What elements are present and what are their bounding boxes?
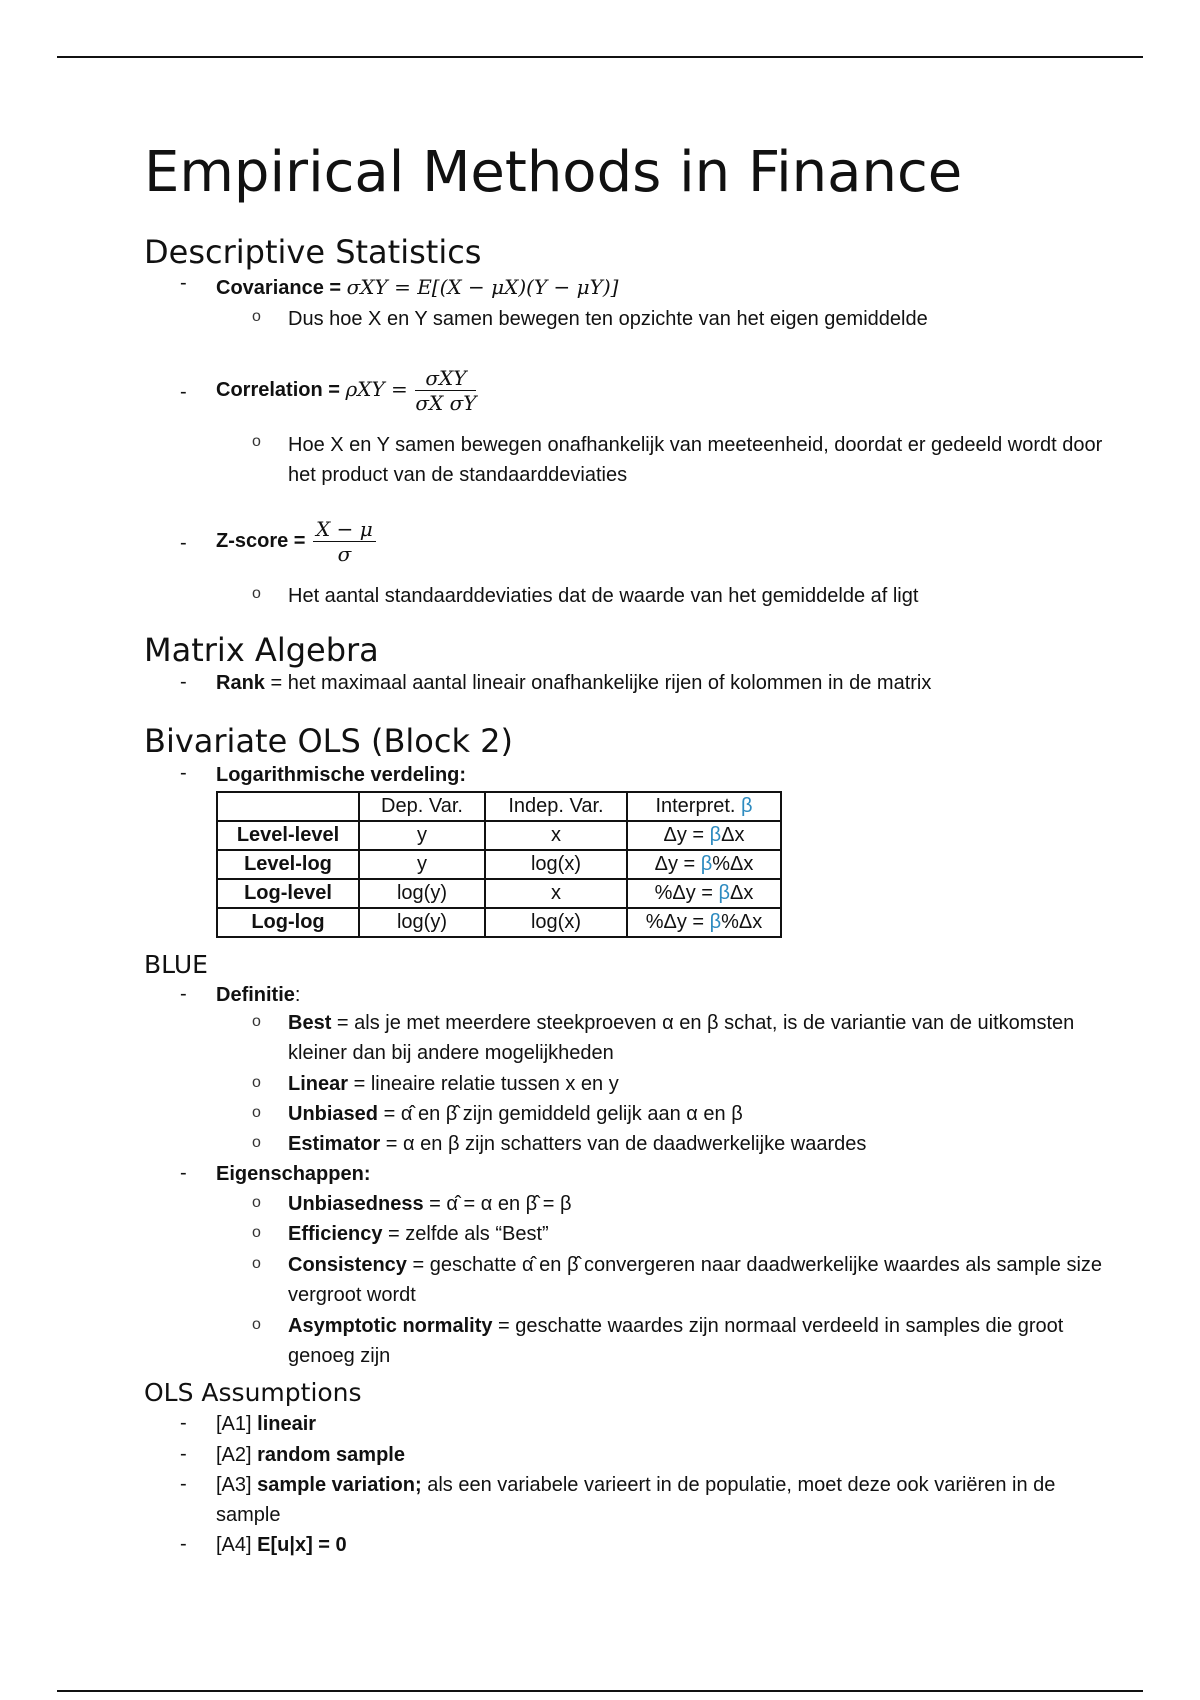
table-header-row xyxy=(217,792,781,821)
a2-text: random sample xyxy=(257,1444,405,1466)
consistency-label: Consistency xyxy=(288,1254,407,1276)
row-name: Level-log xyxy=(217,850,359,879)
heading-matrix-algebra: Matrix Algebra xyxy=(144,631,379,669)
beta-symbol: β xyxy=(709,824,722,846)
efficiency-label: Efficiency xyxy=(288,1223,383,1245)
asymptotic-text: = geschatte waardes zijn normaal verdeeld in samples die groot genoeg zijn xyxy=(288,1315,1064,1367)
bullet-circle: o xyxy=(252,1104,261,1121)
interpret-post: Δx xyxy=(721,824,745,846)
unbiased-text: = α̂ en β̂ zijn gemiddeld gelijk aan α en β xyxy=(378,1103,743,1125)
table-header-cell: Dep. Var. xyxy=(359,792,485,821)
correlation-eq: = xyxy=(322,378,346,401)
bullet-dash: - xyxy=(180,272,187,294)
bullet-circle: o xyxy=(252,308,261,325)
zscore-denominator: σ xyxy=(337,542,352,566)
indep-var-cell: log(x) xyxy=(485,850,627,879)
interpret-post: Δx xyxy=(730,882,754,904)
beta-symbol: β xyxy=(700,853,713,875)
row-name: Log-log xyxy=(217,908,359,937)
bullet-circle: o xyxy=(252,1134,261,1151)
zscore-item xyxy=(216,517,1116,566)
indep-var-cell: x xyxy=(485,821,627,850)
a3-bold: sample variation; xyxy=(257,1474,422,1496)
covariance-formula: σXY = E[(X − μX)(Y − μY)] xyxy=(346,275,619,299)
bullet-circle: o xyxy=(252,1013,261,1030)
bullet-circle: o xyxy=(252,1074,261,1091)
correlation-item xyxy=(216,366,1116,415)
dep-var-cell: y xyxy=(359,850,485,879)
bullet-circle: o xyxy=(252,1224,261,1241)
unbiasedness-label: Unbiasedness xyxy=(288,1193,424,1215)
table-header-cell xyxy=(217,792,359,821)
heading-blue: BLUE xyxy=(144,950,208,979)
a3-text: als een variabele varieert in de populatie, moet deze ook variëren in de sample xyxy=(216,1474,1056,1526)
a4-text: E[u|x] = 0 xyxy=(257,1534,347,1556)
covariance-item xyxy=(216,272,1116,303)
bottom-rule xyxy=(57,1690,1143,1692)
correlation-fraction xyxy=(415,366,476,415)
covariance-note: Dus hoe X en Y samen bewegen ten opzichte van het eigen gemiddelde xyxy=(288,308,928,330)
table-row xyxy=(217,850,781,879)
unbiased-label: Unbiased xyxy=(288,1103,379,1125)
heading-descriptive-statistics: Descriptive Statistics xyxy=(144,233,482,271)
a1-tag: [A1] xyxy=(216,1413,258,1435)
interpret-post: %Δx xyxy=(712,853,754,875)
correlation-numerator: σXY xyxy=(415,366,476,391)
interpret-cell xyxy=(627,821,781,850)
bullet-dash: - xyxy=(180,762,187,784)
interpret-post: %Δx xyxy=(721,911,763,933)
unbiased-item xyxy=(288,1099,1108,1129)
dep-var-cell: y xyxy=(359,821,485,850)
rank-label: Rank xyxy=(216,672,265,694)
bullet-dash: - xyxy=(180,671,187,693)
asymptotic-label: Asymptotic normality xyxy=(288,1315,493,1337)
bullet-dash: - xyxy=(180,1443,187,1465)
rank-text: = het maximaal aantal lineair onafhankelijke rijen of kolommen in de matrix xyxy=(264,672,932,694)
beta-symbol: β xyxy=(741,795,753,817)
a4-tag: [A4] xyxy=(216,1534,258,1556)
heading-ols-assumptions: OLS Assumptions xyxy=(144,1378,362,1407)
dep-var-cell: log(y) xyxy=(359,908,485,937)
interpret-cell xyxy=(627,850,781,879)
estimator-label: Estimator xyxy=(288,1133,381,1155)
interpret-cell xyxy=(627,879,781,908)
correlation-label: Correlation xyxy=(216,378,323,401)
dep-var-cell: log(y) xyxy=(359,879,485,908)
log-distribution-label xyxy=(216,760,1116,790)
interpret-pre: Δy = xyxy=(654,853,701,875)
beta-symbol: β xyxy=(718,882,731,904)
covariance-label: Covariance xyxy=(216,277,324,299)
definitie-label: Definitie xyxy=(216,984,295,1006)
zscore-numerator: X − μ xyxy=(313,517,376,542)
bullet-circle: o xyxy=(252,585,261,602)
definitie-item xyxy=(216,980,1116,1010)
table-header-cell: Indep. Var. xyxy=(485,792,627,821)
table-row xyxy=(217,821,781,850)
zscore-note: Het aantal standaarddeviaties dat de waarde van het gemiddelde af ligt xyxy=(288,585,919,607)
zscore-label: Z-score xyxy=(216,529,289,552)
bullet-dash: - xyxy=(180,1162,187,1184)
indep-var-cell: x xyxy=(485,879,627,908)
a2-tag: [A2] xyxy=(216,1444,258,1466)
rank-item xyxy=(216,668,1116,698)
bullet-dash: - xyxy=(180,1533,187,1555)
asymptotic-item xyxy=(288,1311,1108,1371)
linear-label: Linear xyxy=(288,1073,349,1095)
best-text: = als je met meerdere steekproeven α en β schat, is de variantie van de uitkomsten kleiner dan bij andere mogelijkheden xyxy=(288,1012,1075,1064)
zscore-eq: = xyxy=(288,529,312,552)
interpret-pre: Δy = xyxy=(663,824,710,846)
heading-bivariate-ols: Bivariate OLS (Block 2) xyxy=(144,722,513,760)
efficiency-item xyxy=(288,1219,1108,1249)
interpret-label: Interpret. xyxy=(655,795,742,817)
table-row xyxy=(217,879,781,908)
definitie-colon: : xyxy=(294,984,301,1006)
unbiasedness-text: = α̂ = α en β̂ = β xyxy=(423,1193,572,1215)
zscore-fraction xyxy=(313,517,376,566)
unbiasedness-item xyxy=(288,1189,1108,1219)
linear-item xyxy=(288,1069,1108,1099)
bullet-circle: o xyxy=(252,433,261,450)
table-header-cell xyxy=(627,792,781,821)
log-distribution-text: Logarithmische verdeling: xyxy=(216,764,467,786)
assumption-a2 xyxy=(216,1440,1116,1470)
row-name: Log-level xyxy=(217,879,359,908)
bullet-circle: o xyxy=(252,1194,261,1211)
assumption-a1 xyxy=(216,1409,1116,1439)
row-name: Level-level xyxy=(217,821,359,850)
estimator-item xyxy=(288,1129,1108,1159)
efficiency-text: = zelfde als “Best” xyxy=(382,1223,549,1245)
bullet-dash: - xyxy=(180,381,187,403)
eigenschappen-item xyxy=(216,1159,1116,1189)
interpret-cell xyxy=(627,908,781,937)
best-label: Best xyxy=(288,1012,332,1034)
table-row xyxy=(217,908,781,937)
indep-var-cell: log(x) xyxy=(485,908,627,937)
bullet-dash: - xyxy=(180,532,187,554)
covariance-eq: = xyxy=(323,277,347,299)
beta-symbol: β xyxy=(709,911,722,933)
a1-text: lineair xyxy=(257,1413,317,1435)
correlation-note: Hoe X en Y samen bewegen onafhankelijk van meeteenheid, doordat er gedeeld wordt door het product van de standaarddeviaties xyxy=(288,434,1103,486)
correlation-denominator: σX σY xyxy=(415,391,477,415)
consistency-text: = geschatte α̂ en β̂ convergeren naar daadwerkelijke waardes als sample size vergroot wordt xyxy=(288,1254,1103,1306)
a3-tag: [A3] xyxy=(216,1474,258,1496)
bullet-circle: o xyxy=(252,1255,261,1272)
top-rule xyxy=(57,56,1143,58)
consistency-item xyxy=(288,1250,1108,1310)
linear-text: = lineaire relatie tussen x en y xyxy=(348,1073,619,1095)
document-title: Empirical Methods in Finance xyxy=(144,140,963,205)
best-item xyxy=(288,1008,1108,1068)
interpret-pre: %Δy = xyxy=(645,911,710,933)
estimator-text: = α en β zijn schatters van de daadwerkelijke waardes xyxy=(380,1133,867,1155)
assumption-a3 xyxy=(216,1470,1076,1530)
bullet-circle: o xyxy=(252,1316,261,1333)
eigenschappen-label: Eigenschappen: xyxy=(216,1163,371,1185)
correlation-formula-lhs: ρXY = xyxy=(345,376,408,401)
bullet-dash: - xyxy=(180,983,187,1005)
interpret-pre: %Δy = xyxy=(654,882,719,904)
assumption-a4 xyxy=(216,1530,1116,1560)
log-interpretation-table xyxy=(216,791,782,938)
bullet-dash: - xyxy=(180,1473,187,1495)
bullet-dash: - xyxy=(180,1412,187,1434)
